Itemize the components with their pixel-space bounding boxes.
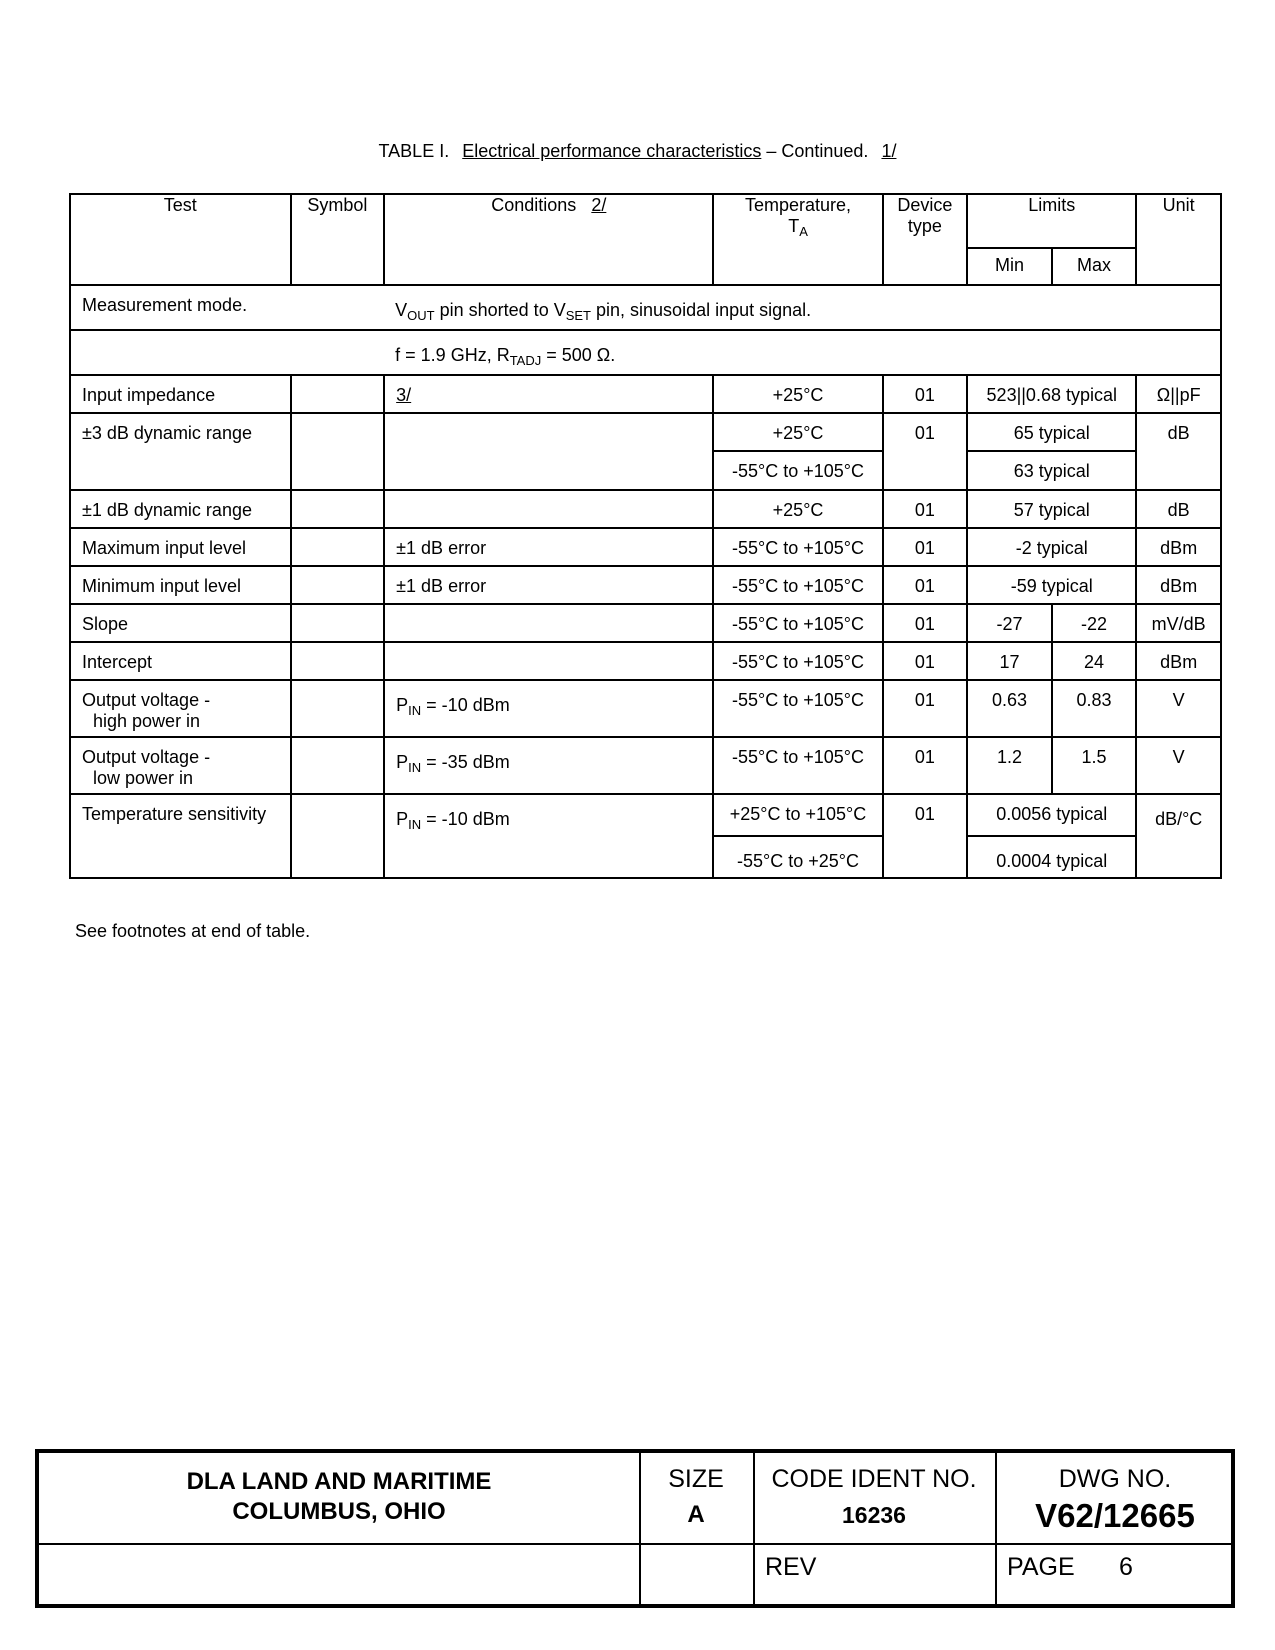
mode-condition-line1: $V_{OUT}$ pin shorted to $V_{SET}$ pin, sinusoidal input signal.: [384, 285, 1221, 330]
table-row: Output voltage - low power in $P_{IN} = -35$ dBm -55°C to +105°C 01 1.2 1.5 V: [70, 737, 1221, 794]
measurement-mode-row: [70, 285, 1221, 330]
header-temperature: Temperature, $T_A$: [713, 194, 882, 285]
drawing-title-block: [35, 1449, 1235, 1608]
agency-name: DLA LAND AND MARITIME COLUMBUS, OHIO: [186, 1468, 492, 1525]
header-test: Test: [70, 194, 291, 285]
table-row: -55°C to +105°C 63 typical: [70, 451, 1221, 490]
table-row: Maximum input level ±1 dB error -55°C to +105°C 01 -2 typical dBm: [70, 528, 1221, 566]
table-row: Slope -55°C to +105°C 01 -27 -22 mV/dB: [70, 604, 1221, 642]
rev-label: REV: [765, 1553, 817, 1581]
header-conditions: Conditions 2/: [384, 194, 713, 285]
measurement-mode-row-2: [70, 330, 1221, 375]
header-min: Min: [967, 248, 1052, 285]
size-value: A: [687, 1501, 705, 1528]
table-row: ±3 dB dynamic range +25°C 01 65 typical dB: [70, 413, 1221, 451]
header-row: [70, 194, 1221, 248]
mode-condition-line2: f = 1.9 GHz, $R_{TADJ} = 500$ Ω.: [384, 330, 1221, 375]
code-ident-label: CODE IDENT NO.: [771, 1465, 977, 1493]
dwg-number-label: DWG NO.: [1058, 1465, 1172, 1493]
footnote-text: See footnotes at end of table.: [75, 921, 311, 941]
table-row: Temperature sensitivity $P_{IN} = -10$ dBm +25°C to +105°C 01 0.0056 typical dB/°C: [70, 794, 1221, 836]
header-max: Max: [1052, 248, 1137, 285]
header-symbol: Symbol: [291, 194, 385, 285]
header-unit: Unit: [1136, 194, 1221, 285]
caption-suffix: – Continued.: [766, 141, 869, 161]
table-row: Minimum input level ±1 dB error -55°C to +105°C 01 -59 typical dBm: [70, 566, 1221, 604]
caption-prefix: TABLE I.: [378, 141, 450, 161]
dwg-number-value: V62/12665: [1035, 1497, 1195, 1534]
code-ident-value: 16236: [842, 1502, 906, 1528]
header-limits: Limits: [967, 194, 1136, 248]
table-row: Intercept -55°C to +105°C 01 17 24 dBm: [70, 642, 1221, 680]
header-device-type: Device type: [883, 194, 968, 285]
table-row: Output voltage - high power in $P_{IN} = -10$ dBm -55°C to +105°C 01 0.63 0.83 V: [70, 680, 1221, 737]
table-row: Input impedance 3/ +25°C 01 523||0.68 typical Ω||pF: [70, 375, 1221, 413]
mode-label: Measurement mode.: [70, 285, 384, 330]
page-number: 6: [1119, 1553, 1133, 1581]
caption-note: 1/: [881, 141, 897, 161]
page-label: PAGE: [1007, 1553, 1075, 1581]
table-row: -55°C to +25°C 0.0004 typical: [70, 836, 1221, 878]
electrical-characteristics-table: [69, 193, 1222, 879]
caption-title: Electrical performance characteristics: [462, 141, 762, 161]
table-row: ±1 dB dynamic range +25°C 01 57 typical dB: [70, 490, 1221, 528]
size-label: SIZE: [668, 1465, 724, 1493]
table-caption: [0, 141, 1275, 162]
conditions-note: 2/: [591, 195, 607, 215]
